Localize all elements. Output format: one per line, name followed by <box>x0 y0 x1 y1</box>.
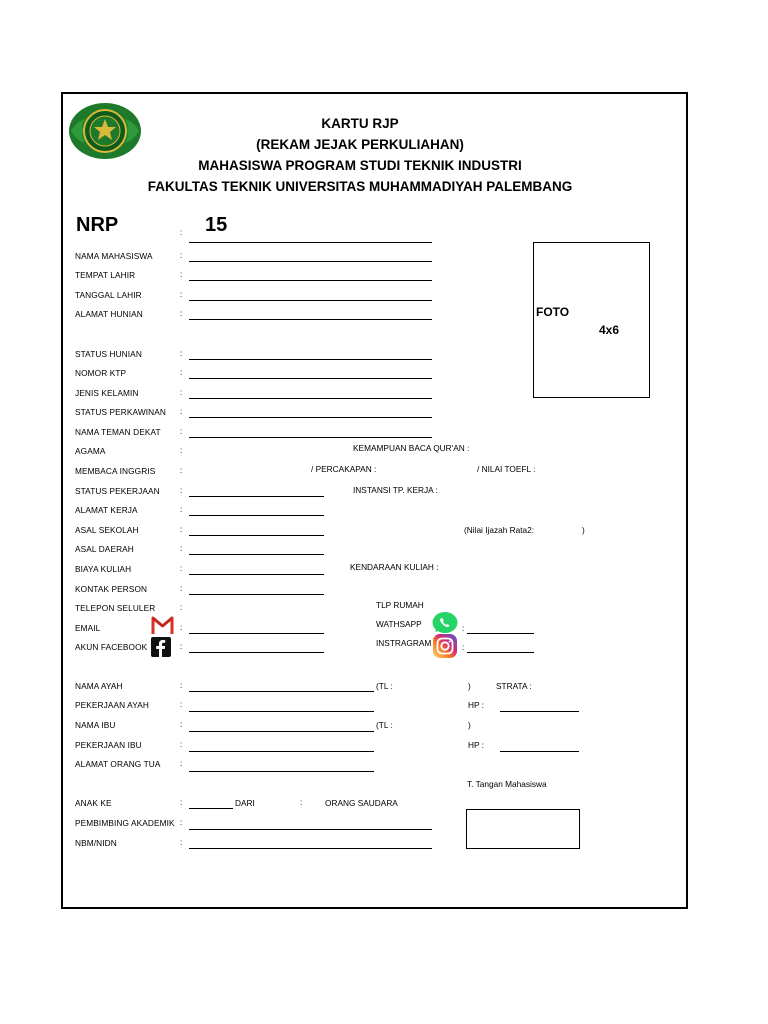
nrp-colon: : <box>180 228 183 237</box>
ibu-tl-label: (TL : <box>376 720 393 730</box>
field-colon: : <box>180 603 183 612</box>
nama-ibu-field[interactable] <box>189 731 374 732</box>
ijazah-label: (Nilai Ijazah Rata2: <box>464 525 535 535</box>
strata-label: STRATA : <box>496 681 532 691</box>
field-colon: : <box>180 388 183 397</box>
field-label: TEMPAT LAHIR <box>75 270 136 280</box>
pekerjaan-ayah-label: PEKERJAAN AYAH <box>75 700 149 710</box>
instagram-label: INSTRAGRAM <box>376 638 432 648</box>
ibu-hp-field[interactable] <box>500 751 579 752</box>
whatsapp-colon: : <box>462 624 465 633</box>
field-colon: : <box>180 544 183 553</box>
faculty-title: FAKULTAS TEKNIK UNIVERSITAS MUHAMMADIYAH PALEMBANG <box>147 179 573 194</box>
field-colon: : <box>180 564 183 573</box>
field-colon: : <box>180 505 183 514</box>
field-input-line[interactable] <box>189 378 432 379</box>
field-input-line[interactable] <box>189 594 324 595</box>
field-colon: : <box>180 368 183 377</box>
nama-ayah-label: NAMA AYAH <box>75 681 123 691</box>
anak-ke-field[interactable] <box>189 808 233 809</box>
field-label: STATUS PERKAWINAN <box>75 407 166 417</box>
field-label: KONTAK PERSON <box>75 584 148 594</box>
alamat-ortu-label: ALAMAT ORANG TUA <box>75 759 161 769</box>
instagram-line[interactable] <box>467 652 534 653</box>
card-subtitle: (REKAM JEJAK PERKULIAHAN) <box>256 137 464 152</box>
saudara-label: ORANG SAUDARA <box>325 798 398 808</box>
field-input-line[interactable] <box>189 359 432 360</box>
nama-ibu-colon: : <box>180 720 183 729</box>
ayah-hp-label: HP : <box>468 700 484 710</box>
field-colon: : <box>180 486 183 495</box>
field-colon: : <box>180 446 183 455</box>
field-label: EMAIL <box>75 623 101 633</box>
field-colon: : <box>180 309 183 318</box>
field-input-line[interactable] <box>189 652 324 653</box>
photo-size: 4x6 <box>599 323 620 337</box>
field-colon: : <box>180 427 183 436</box>
field-label: AKUN FACEBOOK <box>75 642 148 652</box>
photo-box[interactable] <box>533 242 650 398</box>
ayah-tl-label: (TL : <box>376 681 393 691</box>
field-colon: : <box>180 270 183 279</box>
signature-label: T. Tangan Mahasiswa <box>467 779 547 789</box>
facebook-icon <box>151 637 171 657</box>
nama-ayah-field[interactable] <box>189 691 374 692</box>
ibu-hp-label: HP : <box>468 740 484 750</box>
field-label: AGAMA <box>75 446 106 456</box>
field-label: JENIS KELAMIN <box>75 388 139 398</box>
dari-colon: : <box>300 798 303 807</box>
field-label: MEMBACA INGGRIS <box>75 466 156 476</box>
percakapan-label: / PERCAKAPAN : <box>311 464 377 474</box>
pembimbing-colon: : <box>180 818 183 827</box>
field-colon: : <box>180 466 183 475</box>
ibu-tl-close: ) <box>468 720 471 730</box>
pembimbing-label: PEMBIMBING AKADEMIK <box>75 818 175 828</box>
instagram-icon <box>432 634 458 658</box>
field-colon: : <box>180 623 183 632</box>
instagram-colon: : <box>462 643 465 652</box>
field-input-line[interactable] <box>189 437 432 438</box>
pekerjaan-ayah-colon: : <box>180 700 183 709</box>
photo-label: FOTO <box>536 305 570 319</box>
field-colon: : <box>180 584 183 593</box>
nrp-label: NRP <box>76 214 119 236</box>
nama-ayah-colon: : <box>180 681 183 690</box>
field-input-line[interactable] <box>189 535 324 536</box>
field-input-line[interactable] <box>189 280 432 281</box>
kendaraan-label: KENDARAAN KULIAH : <box>350 562 439 572</box>
field-colon: : <box>180 349 183 358</box>
toefl-label: / NILAI TOEFL : <box>477 464 536 474</box>
whatsapp-line[interactable] <box>467 633 534 634</box>
nbm-field[interactable] <box>189 848 432 849</box>
whatsapp-label: WATHSAPP <box>376 619 422 629</box>
nrp-underline[interactable] <box>189 242 432 243</box>
ayah-hp-field[interactable] <box>500 711 579 712</box>
field-label: ASAL DAERAH <box>75 544 134 554</box>
gmail-icon <box>151 615 174 635</box>
field-input-line[interactable] <box>189 417 432 418</box>
field-colon: : <box>180 251 183 260</box>
field-label: ALAMAT HUNIAN <box>75 309 143 319</box>
field-label: NOMOR KTP <box>75 368 127 378</box>
field-label: TELEPON SELULER <box>75 603 156 613</box>
field-label: STATUS HUNIAN <box>75 349 142 359</box>
field-label: NAMA MAHASISWA <box>75 251 153 261</box>
field-colon: : <box>180 525 183 534</box>
alamat-ortu-field[interactable] <box>189 771 374 772</box>
pembimbing-field[interactable] <box>189 829 432 830</box>
dari-label: DARI <box>235 798 255 808</box>
field-input-line[interactable] <box>189 261 432 262</box>
rjp-card-frame <box>61 92 688 909</box>
pekerjaan-ibu-field[interactable] <box>189 751 374 752</box>
field-label: TANGGAL LAHIR <box>75 290 142 300</box>
field-colon: : <box>180 642 183 651</box>
card-title: KARTU RJP <box>321 116 399 131</box>
nbm-label: NBM/NIDN <box>75 838 117 848</box>
field-input-line[interactable] <box>189 515 324 516</box>
alamat-ortu-colon: : <box>180 759 183 768</box>
field-label: ALAMAT KERJA <box>75 505 138 515</box>
field-input-line[interactable] <box>189 574 324 575</box>
nbm-colon: : <box>180 838 183 847</box>
field-colon: : <box>180 290 183 299</box>
pekerjaan-ayah-field[interactable] <box>189 711 374 712</box>
whatsapp-icon <box>431 611 459 635</box>
ijazah-close: ) <box>582 525 585 535</box>
baca-quran-label: KEMAMPUAN BACA QUR'AN : <box>353 443 470 453</box>
program-title: MAHASISWA PROGRAM STUDI TEKNIK INDUSTRI <box>198 158 522 173</box>
field-label: NAMA TEMAN DEKAT <box>75 427 161 437</box>
field-input-line[interactable] <box>189 319 432 320</box>
signature-box[interactable] <box>466 809 580 849</box>
field-input-line[interactable] <box>189 496 324 497</box>
pekerjaan-ibu-colon: : <box>180 740 183 749</box>
nama-ibu-label: NAMA IBU <box>75 720 116 730</box>
field-label: BIAYA KULIAH <box>75 564 132 574</box>
field-input-line[interactable] <box>189 554 324 555</box>
field-input-line[interactable] <box>189 398 432 399</box>
pekerjaan-ibu-label: PEKERJAAN IBU <box>75 740 142 750</box>
field-label: STATUS PEKERJAAN <box>75 486 160 496</box>
field-colon: : <box>180 407 183 416</box>
anak-ke-colon: : <box>180 798 183 807</box>
instansi-label: INSTANSI TP. KERJA : <box>353 485 438 495</box>
ayah-tl-close: ) <box>468 681 471 691</box>
nrp-value: 15 <box>205 214 228 236</box>
field-input-line[interactable] <box>189 300 432 301</box>
anak-ke-label: ANAK KE <box>75 798 112 808</box>
tlp-rumah-label: TLP RUMAH <box>376 600 424 610</box>
field-label: ASAL SEKOLAH <box>75 525 139 535</box>
field-input-line[interactable] <box>189 633 324 634</box>
